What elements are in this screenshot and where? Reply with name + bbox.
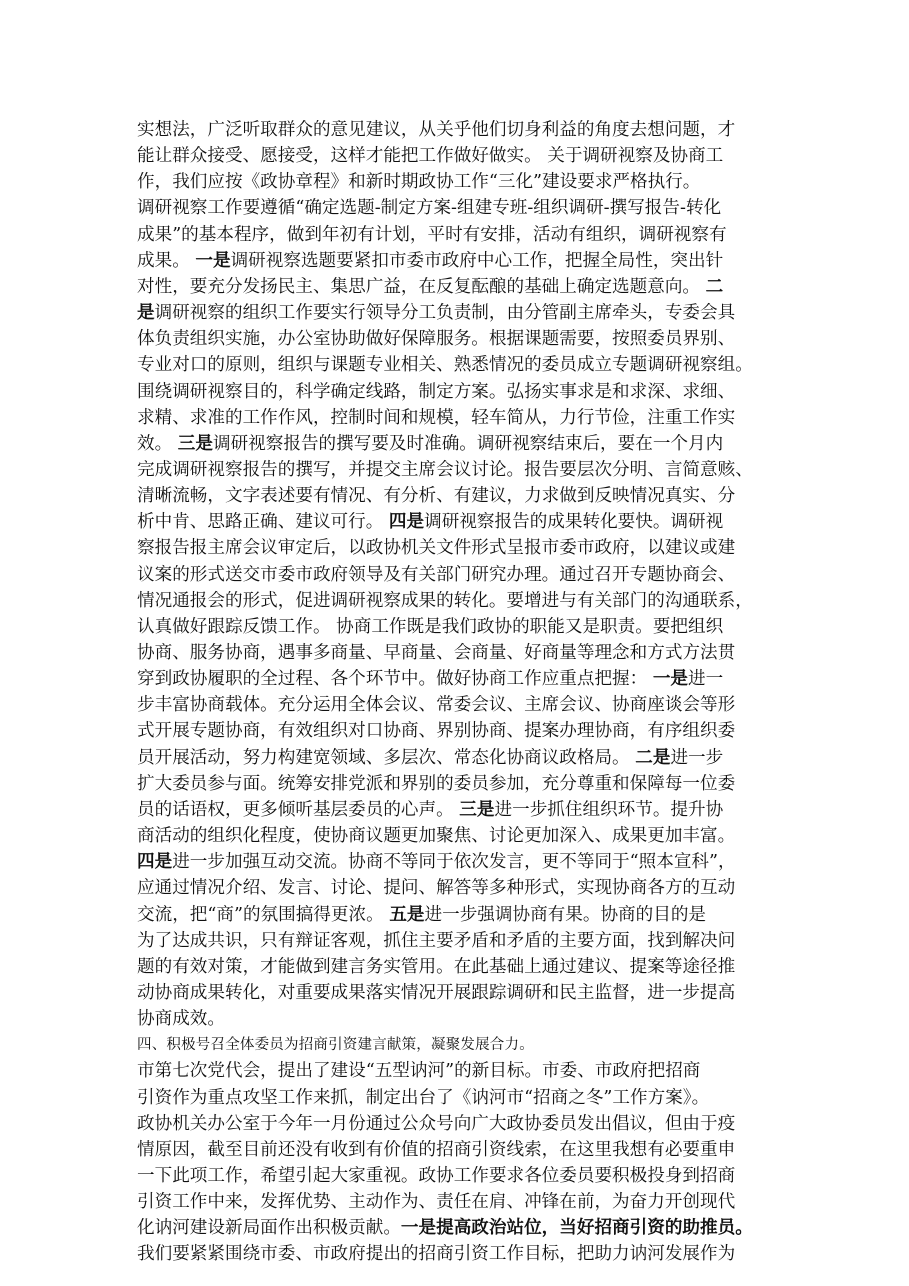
text-run: 察报告报主席会议审定后，以政协机关文件形式呈报市委市政府，以建议或建 xyxy=(137,538,736,559)
text-line xyxy=(137,1241,777,1267)
text-line xyxy=(137,980,777,1006)
text-line xyxy=(137,588,777,614)
text-run: 化讷河建设新局面作出积极贡献。 xyxy=(137,1218,401,1239)
text-run: 进一步 xyxy=(670,747,724,768)
text-line xyxy=(137,875,777,901)
text-line xyxy=(137,1058,777,1084)
text-line xyxy=(137,771,777,797)
text-line xyxy=(137,1111,777,1137)
text-run: 调研视察报告的撰写要及时准确。调研视察结束后，要在一个月内 xyxy=(212,433,724,454)
text-line xyxy=(137,666,777,692)
text-line xyxy=(137,222,777,248)
text-line xyxy=(137,300,777,326)
text-line xyxy=(137,797,777,823)
text-run: 成果。 xyxy=(137,250,196,271)
text-run: 引资工作中来，发挥优势、主动作为、责任在肩、冲锋在前，为奋力开创现代 xyxy=(137,1192,736,1213)
text-line xyxy=(137,954,777,980)
text-line xyxy=(137,117,777,143)
text-line xyxy=(137,457,777,483)
text-run: 商活动的组织化程度，使协商议题更加聚焦、讨论更加深入、成果更加丰富。 xyxy=(137,826,736,847)
text-run: 政协机关办公室于今年一月份通过公众号向广大政协委员发出倡议，但由于疫 xyxy=(137,1113,736,1134)
text-run: 调研视察工作要遵循“确定选题-制定方案-组建专班-组织调研-撰写报告-转化 xyxy=(137,198,722,219)
text-line xyxy=(137,274,777,300)
text-run: 成果”的基本程序，做到年初有计划，平时有安排，活动有组织，调研视察有 xyxy=(137,224,727,245)
bold-text-run: 三是 xyxy=(459,798,495,820)
text-run: 步丰富协商载体。充分运用全体会议、常委会议、主席会议、协商座谈会等形 xyxy=(137,695,736,716)
text-line xyxy=(137,849,777,875)
text-run: 动协商成果转化，对重要成果落实情况开展跟踪调研和民主监督，进一步提高 xyxy=(137,982,736,1003)
bold-text-run: 四是 xyxy=(388,511,425,533)
text-line xyxy=(137,326,777,352)
text-line xyxy=(137,405,777,431)
text-run: 调研视察的组织工作要实行领导分工负责制，由分管副主席牵头，专委会具 xyxy=(154,303,736,324)
text-run: 求精、求准的工作作风，控制时间和规模，轻车简从，力行节俭，注重工作实 xyxy=(137,407,736,428)
text-line xyxy=(137,640,777,666)
text-line xyxy=(137,902,777,928)
text-run: 协商成效。 xyxy=(137,1009,225,1030)
text-run: 清晰流畅，文字表述要有情况、有分析、有建议，力求做到反映情况真实、分 xyxy=(137,486,736,507)
bold-text-run: 二 xyxy=(705,275,724,297)
text-run: 引资作为重点攻坚工作来抓，制定出台了《讷河市“招商之冬”工作方案》。 xyxy=(137,1087,710,1108)
text-line xyxy=(137,562,777,588)
text-run: 协商、服务协商，遇事多商量、早商量、会商量、好商量等理念和方式方法贯 xyxy=(137,643,736,663)
text-line xyxy=(137,535,777,561)
text-run: 作，我们应按《政协章程》和新时期政协工作“三化”建设要求严格执行。 xyxy=(137,172,701,193)
text-line xyxy=(137,823,777,849)
text-run: 能让群众接受、愿接受，这样才能把工作做好做实。 关于调研视察及协商工 xyxy=(137,146,724,167)
text-run: 围绕调研视察目的，科学确定线路，制定方案。弘扬实事求是和求深、求细、 xyxy=(137,381,736,402)
text-line xyxy=(137,379,777,405)
bold-text-run: 一是提高政治站位，当好招商引资的助推员。 xyxy=(400,1217,753,1239)
text-run: 式开展专题协商，有效组织对口协商、界别协商、提案办理协商，有序组织委 xyxy=(137,721,736,742)
text-line xyxy=(137,1163,777,1189)
text-run: 调研视察选题要紧扣市委市政府中心工作，把握全局性，突出针 xyxy=(230,250,724,271)
text-run: 专业对口的原则，组织与课题专业相关、熟悉情况的委员成立专题调研视察组。 xyxy=(137,355,753,376)
text-line xyxy=(137,431,777,457)
text-line xyxy=(137,1085,777,1111)
bold-text-run: 五是 xyxy=(389,903,425,925)
text-run: 扩大委员参与面。统筹安排党派和界别的委员参加，充分尊重和保障每一位委 xyxy=(137,773,736,794)
text-line xyxy=(137,928,777,954)
text-run: 议案的形式送交市委市政府领导及有关部门研究办理。通过召开专题协商会、 xyxy=(137,564,736,585)
text-run: 体负责组织实施，办公室协助做好保障服务。根据课题需要，按照委员界别、 xyxy=(137,329,736,350)
text-run: 穿到政协履职的全过程、各个环节中。做好协商工作应重点把握： xyxy=(137,669,653,690)
text-line xyxy=(137,718,777,744)
text-run: 进一 xyxy=(688,669,724,690)
text-line xyxy=(137,614,777,640)
text-run: 认真做好跟踪反馈工作。 协商工作既是我们政协的职能又是职责。要把组织 xyxy=(137,616,724,637)
text-run: 对性，要充分发扬民主、集思广益，在反复酝酿的基础上确定选题意向。 xyxy=(137,276,706,297)
text-line xyxy=(137,1032,777,1058)
text-run: 效。 xyxy=(137,433,178,454)
text-line xyxy=(137,195,777,221)
text-line xyxy=(137,1215,777,1241)
text-run: 一下此项工作，希望引起大家重视。政协工作要求各位委员要积极投身到招商 xyxy=(137,1166,736,1186)
text-run: 情况通报会的形式，促进调研视察成果的转化。要增进与有关部门的沟通联系， xyxy=(137,590,753,611)
bold-text-run: 四是 xyxy=(137,851,173,873)
text-run: 析中肯、思路正确、建议可行。 xyxy=(137,512,389,533)
text-line xyxy=(137,1006,777,1032)
text-run: 题的有效对策，才能做到建言务实管用。在此基础上通过建议、提案等途径推 xyxy=(137,956,736,977)
text-run: 进一步抓住组织环节。提升协 xyxy=(494,799,724,820)
text-line xyxy=(137,1137,777,1163)
bold-text-run: 三是 xyxy=(177,432,213,454)
text-run: 员开展活动，努力构建宽领域、多层次、常态化协商议政格局。 xyxy=(137,747,636,768)
text-line xyxy=(137,352,777,378)
text-run: 交流，把“商”的氛围搞得更浓。 xyxy=(137,904,390,925)
text-run: 员的话语权，更多倾听基层委员的心声。 xyxy=(137,799,460,820)
text-run: 调研视察报告的成果转化要快。调研视 xyxy=(424,512,724,533)
text-line xyxy=(137,483,777,509)
text-line xyxy=(137,248,777,274)
bold-text-run: 一是 xyxy=(195,249,231,271)
text-line xyxy=(137,169,777,195)
text-line xyxy=(137,509,777,535)
text-run: 我们要紧紧围绕市委、市政府提出的招商引资工作目标，把助力讷河发展作为 xyxy=(137,1244,736,1265)
text-run: 完成调研视察报告的撰写，并提交主席会议讨论。报告要层次分明、言简意赅、 xyxy=(137,459,753,480)
text-run: 进一步加强互动交流。协商不等同于依次发言，更不等同于“照本宣科”， xyxy=(172,852,736,873)
text-line xyxy=(137,745,777,771)
text-run: 为了达成共识，只有辩证客观，抓住主要矛盾和矛盾的主要方面，找到解决问 xyxy=(137,930,736,951)
text-run: 市第七次党代会，提出了建设“五型讷河”的新目标。市委、市政府把招商 xyxy=(137,1061,701,1082)
text-line xyxy=(137,692,777,718)
bold-text-run: 一是 xyxy=(652,668,689,690)
text-line xyxy=(137,1189,777,1215)
text-run: 四、积极号召全体委员为招商引资建言献策，凝聚发展合力。 xyxy=(137,1037,534,1054)
bold-text-run: 是 xyxy=(137,302,155,324)
text-run: 实想法，广泛听取群众的意见建议，从关乎他们切身利益的角度去想问题，才 xyxy=(137,120,736,140)
text-run: 进一步强调协商有果。协商的目的是 xyxy=(424,904,707,925)
bold-text-run: 二是 xyxy=(635,746,671,768)
text-run: 应通过情况介绍、发言、讨论、提问、解答等多种形式，实现协商各方的互动 xyxy=(137,878,736,899)
text-run: 情原因，截至目前还没有收到有价值的招商引资线索，在这里我想有必要重申 xyxy=(137,1139,736,1160)
text-line xyxy=(137,143,777,169)
